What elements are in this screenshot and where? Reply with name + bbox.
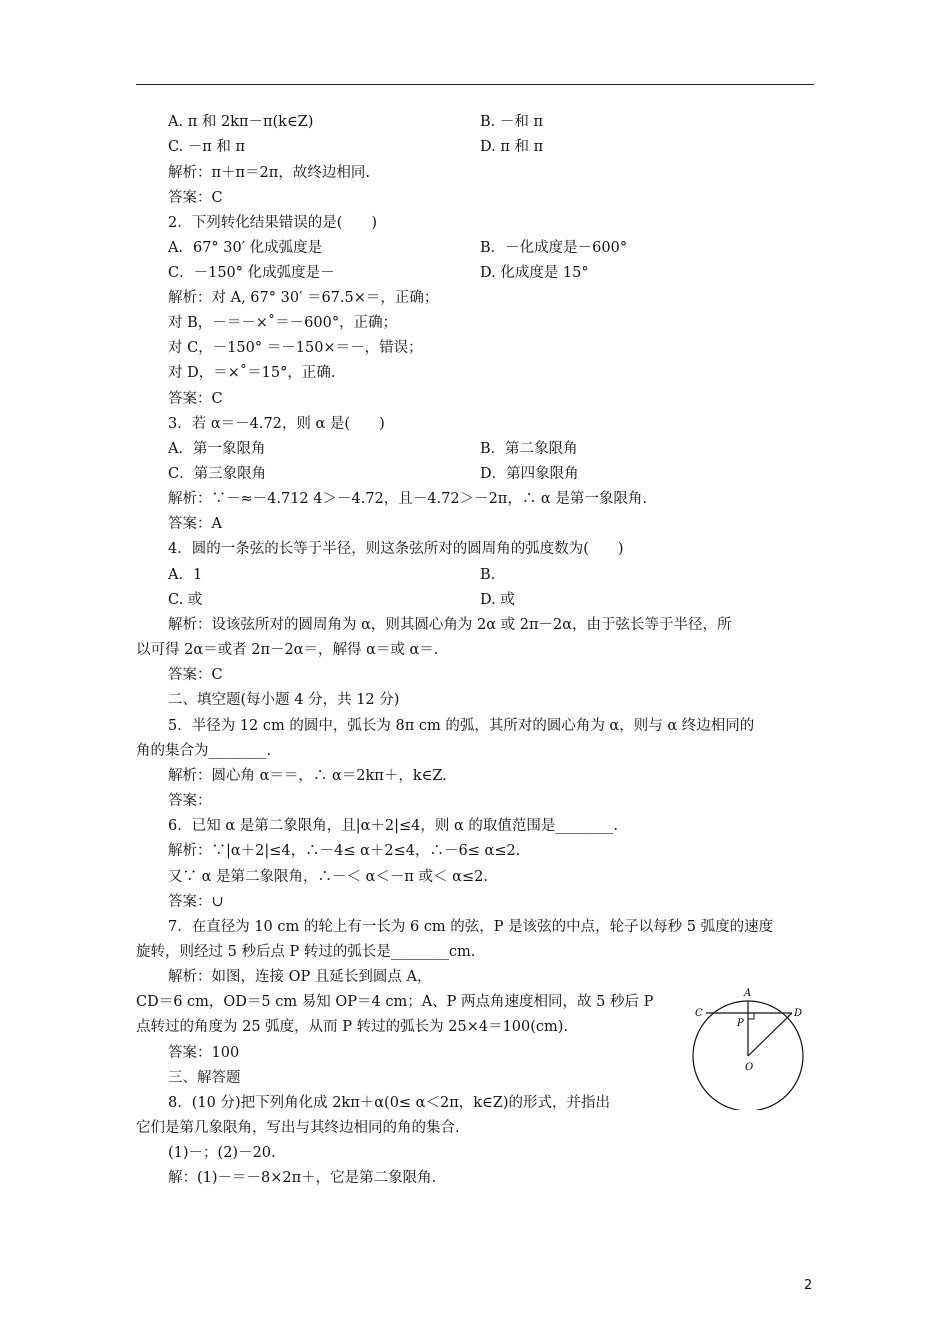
text-line: D. 化成度是 15° <box>480 265 589 281</box>
text-line: 解：(1)－＝－8×2π＋，它是第二象限角. <box>168 1170 437 1186</box>
text-line: D. 或 <box>480 592 515 608</box>
text-line: 答案：100 <box>168 1045 240 1061</box>
text-line: 解析：如图，连接 OP 且延长到圆点 A， <box>168 969 432 985</box>
text-line: 解析：∵－≈－4.712 4＞－4.72，且－4.72＞－2π，∴ α 是第一象限角. <box>168 491 647 507</box>
text-line: 3．若 α＝－4.72，则 α 是( ) <box>168 416 385 432</box>
text-line: 解析：设该弦所对的圆周角为 α，则其圆心角为 2α 或 2π－2α，由于弦长等于半径，所 <box>168 617 732 633</box>
text-line: C. －π 和 π <box>168 139 246 155</box>
text-line: 4．圆的一条弦的长等于半径，则这条弦所对的圆周角的弧度数为( ) <box>168 541 624 557</box>
text-line: 答案： <box>168 793 212 809</box>
text-line: 对 B，－＝－×˚＝－600°，正确； <box>168 315 398 331</box>
text-line: B. <box>480 567 496 583</box>
text-line: C．－150° 化成弧度是－ <box>168 265 335 281</box>
text-line: 它们是第几象限角，写出与其终边相同的角的集合. <box>136 1120 460 1136</box>
label-a: A <box>744 988 752 999</box>
text-line: B．－化成度是－600° <box>480 240 628 256</box>
text-line: 解析：π＋π＝2π，故终边相同. <box>168 165 370 181</box>
page-number: 2 <box>804 1278 813 1293</box>
text-line: 5．半径为 12 cm 的圆中，弧长为 8π cm 的弧，其所对的圆心角为 α，则与 α 终边相同的 <box>168 718 755 734</box>
text-line: 点转过的角度为 25 弧度，从而 P 转过的弧长为 25×4＝100(cm). <box>136 1019 569 1035</box>
text-line: 解析：∵|α＋2|≤4，∴－4≤ α＋2≤4，∴－6≤ α≤2. <box>168 843 521 859</box>
text-line: 答案：A <box>168 516 222 532</box>
text-line: 答案：∪ <box>168 894 224 910</box>
text-line: 8．(10 分)把下列角化成 2kπ＋α(0≤ α＜2π，k∈Z)的形式，并指出 <box>168 1095 610 1111</box>
label-o: O <box>745 1062 754 1073</box>
text-line: 角的集合为________. <box>136 743 272 759</box>
text-line: D. π 和 π <box>480 139 544 155</box>
segment-od <box>748 1013 792 1056</box>
text-line: (1)－；(2)－20. <box>168 1145 276 1161</box>
text-line: 解析：对 A, 67° 30′ ＝67.5×＝，正确； <box>168 290 439 306</box>
text-line: 以可得 2α＝或者 2π－2α＝，解得 α＝或 α＝. <box>136 642 439 658</box>
text-line: 三、解答题 <box>168 1070 241 1086</box>
text-line: 答案：C <box>168 391 223 407</box>
label-d: D <box>794 1008 803 1019</box>
text-line: 解析：圆心角 α＝＝，∴ α＝2kπ＋，k∈Z. <box>168 768 447 784</box>
text-line: 对 C，－150° ＝－150×＝－，错误； <box>168 340 423 356</box>
text-line: 答案：C <box>168 667 223 683</box>
label-c: C <box>695 1008 703 1019</box>
text-line: A. π 和 2kπ－π(k∈Z) <box>168 114 314 130</box>
text-line: A．67° 30′ 化成弧度是 <box>168 240 323 256</box>
text-line: B．第二象限角 <box>480 441 578 457</box>
text-line: 二、填空题(每小题 4 分，共 12 分) <box>168 692 400 708</box>
text-line: C. 或 <box>168 592 203 608</box>
text-line: 答案：C <box>168 190 223 206</box>
text-line: 2．下列转化结果错误的是( ) <box>168 215 378 231</box>
text-line: A．第一象限角 <box>168 441 266 457</box>
text-line: B. －和 π <box>480 114 544 130</box>
right-angle-mark <box>748 1013 754 1019</box>
text-line: D．第四象限角 <box>480 466 579 482</box>
text-line: 6．已知 α 是第二象限角，且|α＋2|≤4，则 α 的取值范围是________. <box>168 818 619 834</box>
header-rule <box>136 84 814 85</box>
text-line: C．第三象限角 <box>168 466 267 482</box>
text-line: 又∵ α 是第二象限角，∴－＜ α＜－π 或＜ α≤2. <box>168 869 488 885</box>
text-line: 旋转，则经过 5 秒后点 P 转过的弧长是________cm. <box>136 944 476 960</box>
label-p: P <box>737 1018 744 1029</box>
text-line: A．1 <box>168 567 203 583</box>
text-line: 对 D，＝×˚＝15°，正确. <box>168 365 336 381</box>
circle-figure <box>690 980 820 1110</box>
text-line: CD＝6 cm，OD＝5 cm 易知 OP＝4 cm；A、P 两点角速度相同，故 5 秒后 P <box>136 994 654 1010</box>
text-line: 7．在直径为 10 cm 的轮上有一长为 6 cm 的弦，P 是该弦的中点，轮子以每秒 5 弧度的速度 <box>168 919 774 935</box>
